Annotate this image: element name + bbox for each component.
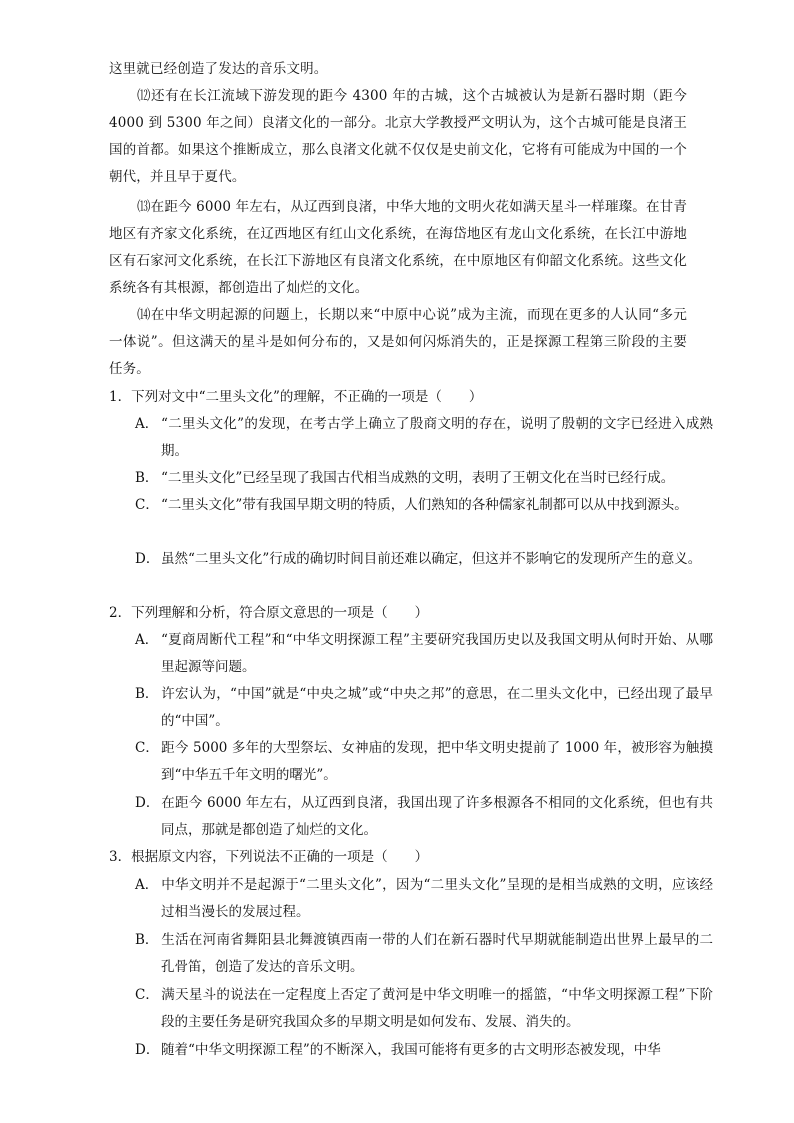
question-3-option-d	[135, 1037, 713, 1064]
option-label: A．	[135, 416, 159, 432]
option-label: D．	[135, 1042, 160, 1058]
question-3-option-b	[135, 927, 713, 981]
option-text: 虽然“二里头文化”行成的确切时间目前还难以确定，但这并不影响它的发现所产生的意义。	[161, 551, 702, 567]
option-label: B．	[135, 932, 159, 948]
option-text: “二里头文化”带有我国早期文明的特质，人们熟知的各种儒家礼制都可以从中找到源头。	[161, 497, 688, 513]
question-2-option-a	[135, 627, 713, 681]
question-3-option-a	[135, 872, 713, 926]
option-label: C．	[135, 497, 159, 513]
question-1-option-a	[135, 411, 713, 465]
option-label: A．	[135, 632, 159, 648]
option-label: D．	[135, 795, 160, 811]
option-text: 距今 5000 多年的大型祭坛、女神庙的发现，把中华文明史提前了 1000 年，被形容为触摸到“中华五千年文明的曙光”。	[161, 740, 713, 783]
option-label: D．	[135, 551, 160, 567]
option-text: 随着“中华文明探源工程”的不断深入，我国可能将有更多的古文明形态被发现，中华	[161, 1042, 661, 1058]
option-label: C．	[135, 987, 159, 1003]
option-label: C．	[135, 740, 159, 756]
question-1-option-d	[135, 546, 713, 573]
question-1-stem: 1．下列对文中“二里头文化”的理解，不正确的一项是（ ）	[109, 389, 483, 405]
option-text: 中华文明并不是起源于“二里头文化”，因为“二里头文化”呈现的是相当成熟的文明，应该经过相当漫长的发展过程。	[161, 877, 713, 920]
option-label: B．	[135, 470, 159, 486]
question-1-option-b	[135, 465, 713, 492]
passage-paragraph-continued: 这里就已经创造了发达的音乐文明。	[109, 61, 328, 77]
passage-paragraph-12: ⑿还有在长江流域下游发现的距今 4300 年的古城，这个古城被认为是新石器时期（距今 4000 到 5300 年之间）良渚文化的一部分。北京大学教授严文明认为，这个古城可能是良渚王国的首都。如果这个推断成立，那么良渚文化就不仅仅是史前文化，它将有可能成为中国的一个朝代，并且早于夏代。	[109, 88, 687, 185]
question-2-option-d	[135, 790, 713, 844]
option-text: 许宏认为，“中国”就是“中央之城”或“中央之邦”的意思，在二里头文化中，已经出现了最早的“中国”。	[161, 686, 713, 729]
question-3-stem: 3．根据原文内容，下列说法不正确的一项是（ ）	[109, 849, 429, 865]
question-2-stem: 2．下列理解和分析，符合原文意思的一项是（ ）	[109, 605, 429, 621]
option-text: 满天星斗的说法在一定程度上否定了黄河是中华文明唯一的摇篮，“中华文明探源工程”下阶段的主要任务是研究我国众多的早期文明是如何发布、发展、消失的。	[161, 987, 713, 1030]
passage-paragraph-13: ⒀在距今 6000 年左右，从辽西到良渚，中华大地的文明火花如满天星斗一样璀璨。在甘青地区有齐家文化系统，在辽西地区有红山文化系统，在海岱地区有龙山文化系统，在长江中游地区有石家河文化系统，在长江下游地区有良渚文化系统，在中原地区有仰韶文化系统。这些文化系统各有其根源，都创造出了灿烂的文化。	[109, 199, 687, 296]
question-2-option-b	[135, 681, 713, 735]
option-text: “二里头文化”已经呈现了我国古代相当成熟的文明，表明了王朝文化在当时已经行成。	[161, 470, 675, 486]
question-3-option-c	[135, 982, 713, 1036]
option-text: “夏商周断代工程”和“中华文明探源工程”主要研究我国历史以及我国文明从何时开始、从哪里起源等问题。	[161, 632, 713, 675]
option-label: B．	[135, 686, 159, 702]
option-text: “二里头文化”的发现，在考古学上确立了殷商文明的存在，说明了殷朝的文字已经进入成熟期。	[161, 416, 713, 459]
option-text: 生活在河南省舞阳县北舞渡镇西南一带的人们在新石器时代早期就能制造出世界上最早的二孔骨笛，创造了发达的音乐文明。	[161, 932, 713, 975]
option-label: A．	[135, 877, 159, 893]
option-text: 在距今 6000 年左右，从辽西到良渚，我国出现了许多根源各不相同的文化系统，但也有共同点，那就是都创造了灿烂的文化。	[161, 795, 713, 838]
passage-paragraph-14: ⒁在中华文明起源的问题上，长期以来“中原中心说”成为主流，而现在更多的人认同“多元一体说”。但这满天的星斗是如何分布的，又是如何闪烁消失的，正是探源工程第三阶段的主要任务。	[109, 307, 687, 377]
question-2-option-c	[135, 735, 713, 789]
question-1-option-c	[135, 492, 713, 519]
